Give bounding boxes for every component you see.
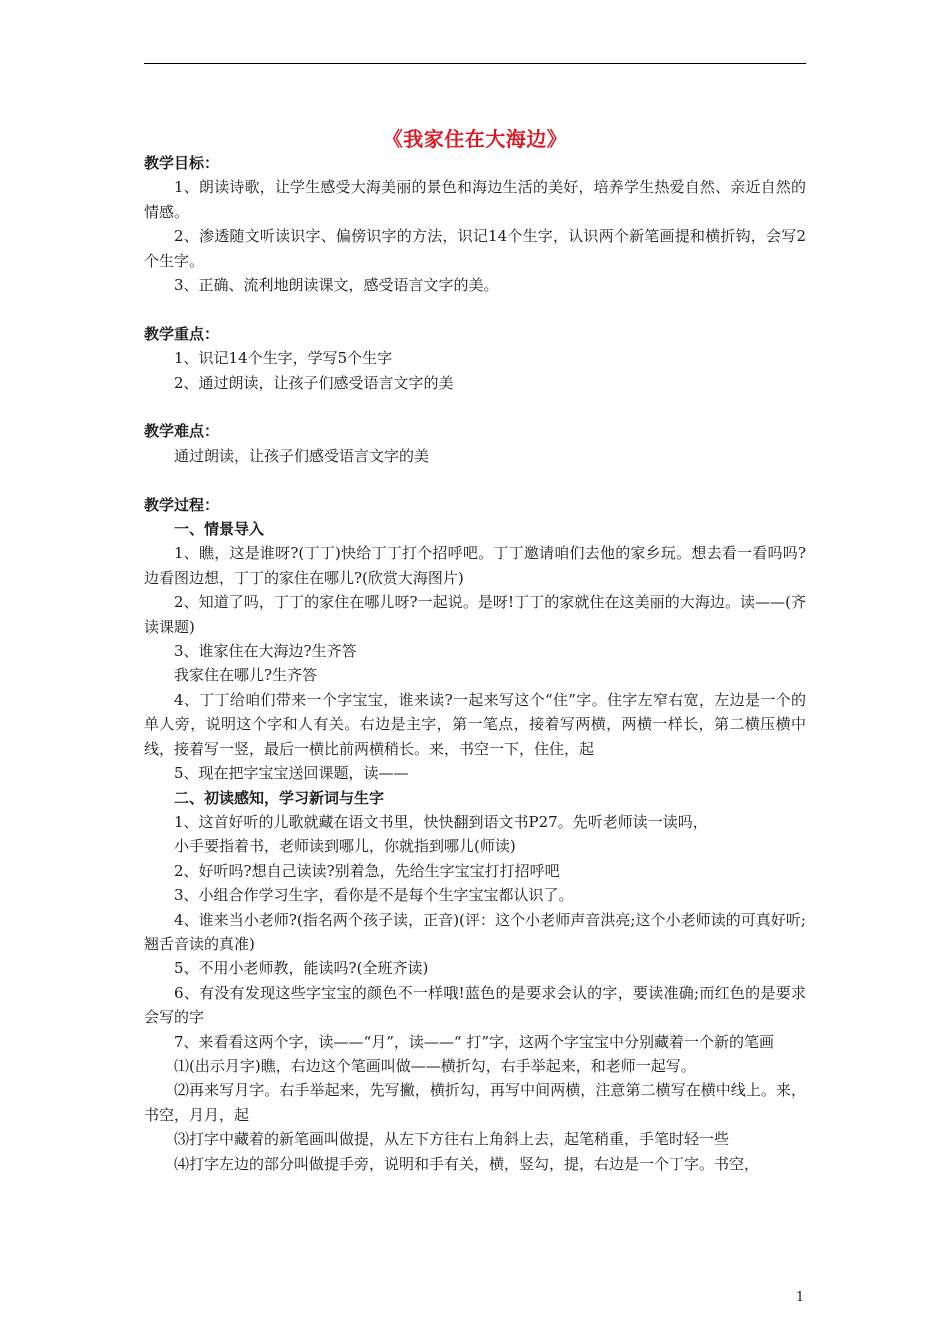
difficulties-heading: 教学难点： bbox=[144, 422, 220, 441]
process-item: 4、谁来当小老师?(指名两个孩子读，正音)(评：这个小老师声音洪亮;这个小老师读的可真好听;翘舌音读的真准) bbox=[144, 910, 806, 953]
section-spacer bbox=[144, 395, 806, 419]
process-part1-heading: 一、情景导入 bbox=[174, 520, 265, 539]
process-item: 7、来看看这两个字，读——“月”，读——“ 打”字，这两个字宝宝中分别藏着一个新的笔画 bbox=[174, 1032, 774, 1051]
process-item: 3、小组合作学习生字，看你是不是每个生字宝宝都认识了。 bbox=[174, 886, 574, 905]
process-part2-heading: 二、初读感知，学习新词与生字 bbox=[174, 788, 385, 807]
objective-item: 2、渗透随文听读识字、偏傍识字的方法，识记14个生字，认识两个新笔画提和横折钩，会写2个生字。 bbox=[144, 227, 806, 270]
process-item: ⑴(出示月字)瞧，右边这个笔画叫做——横折勾，右手举起来，和老师一起写。 bbox=[174, 1056, 696, 1075]
process-item: 4、丁丁给咱们带来一个字宝宝，谁来读?一起来写这个“住”字。住字左窄右宽，左边是一个的单人旁，说明这个字和人有关。右边是主字，第一笔点，接着写两横，两横一样长，第二横压横中线，接着写一竖，最后一横比前两横稍长。来，书空一下，住住，起 bbox=[144, 690, 806, 758]
section-spacer bbox=[144, 468, 806, 492]
document-title: 《我家住在大海边》 bbox=[382, 127, 568, 151]
process-item: ⑶打字中藏着的新笔画叫做提，从左下方往右上角斜上去，起笔稍重，手笔时轻一些 bbox=[174, 1130, 730, 1149]
key-point-item: 2、通过朗读，让孩子们感受语言文字的美 bbox=[174, 373, 454, 392]
objective-item: 1、朗读诗歌，让学生感受大海美丽的景色和海边生活的美好，培养学生热爱自然、亲近自然的情感。 bbox=[144, 178, 806, 221]
document-body bbox=[144, 151, 806, 1176]
process-item: 2、好听吗?想自己读读?别着急，先给生字宝宝打打招呼吧 bbox=[174, 861, 560, 880]
process-item: 5、不用小老师教，能读吗?(全班齐读) bbox=[174, 959, 429, 978]
process-heading: 教学过程： bbox=[144, 495, 220, 514]
difficulty-item: 通过朗读，让孩子们感受语言文字的美 bbox=[174, 446, 430, 465]
process-item: 我家住在哪儿?生齐答 bbox=[174, 666, 318, 685]
process-item: 6、有没有发现这些字宝宝的颜色不一样哦!蓝色的是要求会认的字，要读准确;而红色的是要求会写的字 bbox=[144, 983, 806, 1027]
header-rule bbox=[144, 63, 806, 64]
page-number: 1 bbox=[795, 1290, 805, 1305]
objective-item: 3、正确、流利地朗读课文，感受语言文字的美。 bbox=[174, 276, 499, 295]
process-item: ⑵再来写月字。右手举起来，先写撇，横折勾，再写中间两横，注意第二横写在横中线上。来，书空，月月，起 bbox=[144, 1081, 806, 1124]
process-item: 1、这首好听的儿歌就藏在语文书里，快快翻到语文书P27。先听老师读一读吗， bbox=[174, 812, 708, 831]
process-item: 3、谁家住在大海边?生齐答 bbox=[174, 642, 357, 661]
section-spacer bbox=[144, 297, 806, 321]
process-item: 1、瞧，这是谁呀?(丁丁)快给丁丁打个招呼吧。丁丁邀请咱们去他的家乡玩。想去看一看吗吗?边看图边想，丁丁的家住在哪儿?(欣赏大海图片) bbox=[144, 544, 806, 587]
objectives-heading: 教学目标： bbox=[144, 154, 220, 172]
process-item: 5、现在把字宝宝送回课题，读—— bbox=[174, 764, 409, 783]
key-points-heading: 教学重点： bbox=[144, 324, 220, 343]
key-point-item: 1、识记14个生字，学写5个生字 bbox=[174, 349, 393, 368]
process-item: ⑷打字左边的部分叫做提手旁，说明和手有关，横，竖勾，提，右边是一个丁字。书空， bbox=[174, 1154, 760, 1173]
process-item: 小手要指着书，老师读到哪儿，你就指到哪儿(师读) bbox=[174, 837, 516, 856]
process-item: 2、知道了吗，丁丁的家住在哪儿呀?一起说。是呀!丁丁的家就住在这美丽的大海边。读——(齐读课题) bbox=[144, 593, 806, 636]
